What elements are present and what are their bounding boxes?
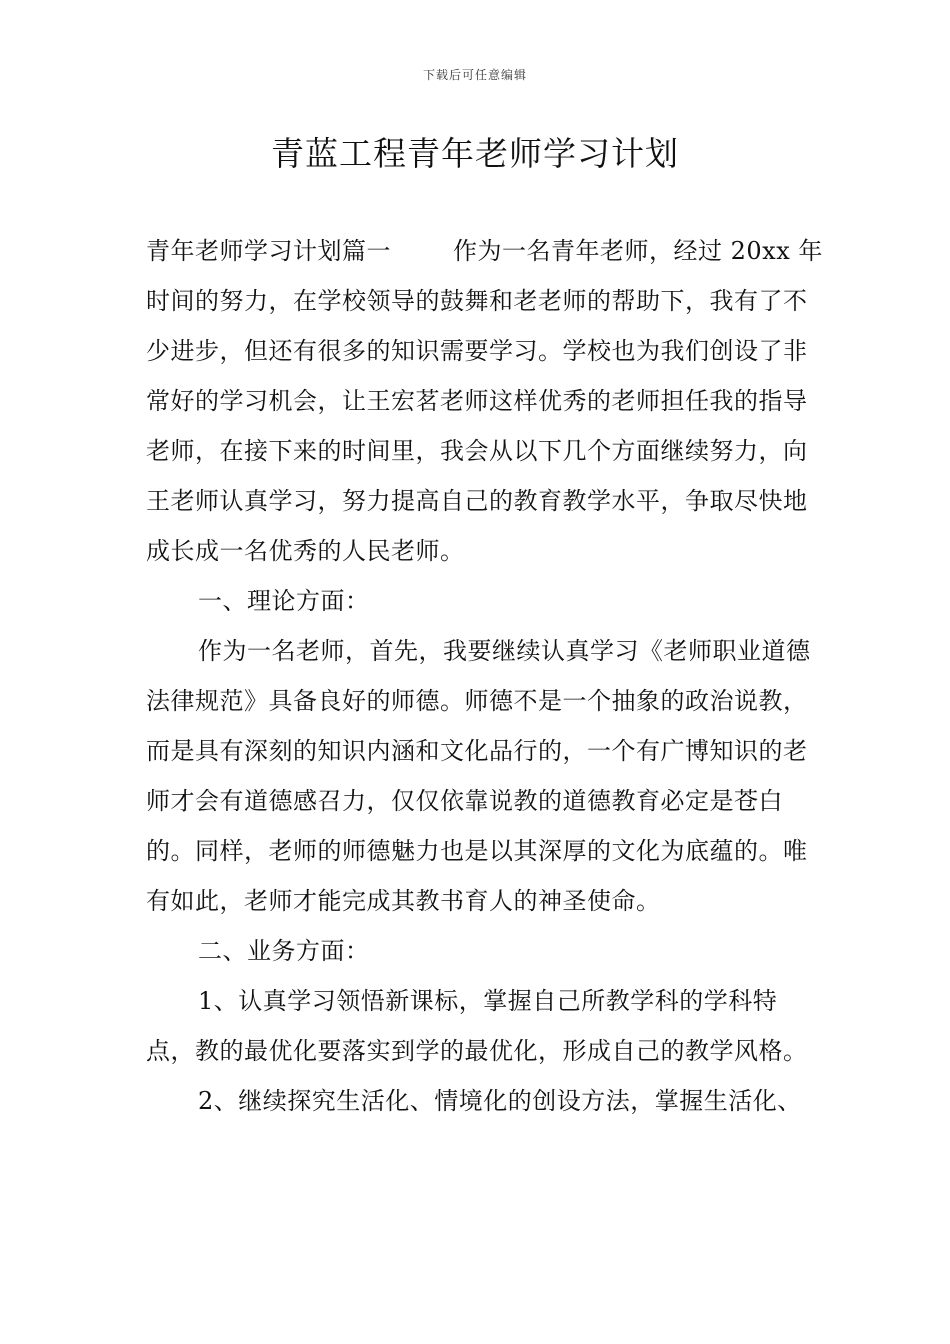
list-item-1: 1、认真学习领悟新课标，掌握自己所教学科的学科特点，教的最优化要落实到学的最优化，形成自己的教学风格。 xyxy=(146,987,808,1065)
document-body xyxy=(146,226,826,1126)
intro-body: 作为一名青年老师，经过 20xx 年时间的努力，在学校领导的鼓舞和老老师的帮助下，我有了不少进步，但还有很多的知识需要学习。学校也为我们创设了非常好的学习机会，让王宏茗老师这样优秀的老师担任我的指导老师，在接下来的时间里，我会从以下几个方面继续努力，向王老师认真学习，努力提高自己的教育教学水平，争取尽快地成长成一名优秀的人民老师。 xyxy=(146,237,823,565)
list-item-2: 2、继续探究生活化、情境化的创设方法，掌握生活化、 xyxy=(198,1087,802,1115)
document-title: 青蓝工程青年老师学习计划 xyxy=(271,134,679,173)
intro-heading: 青年老师学习计划篇一 xyxy=(146,237,391,265)
section2-heading: 二、业务方面： xyxy=(198,937,370,965)
intro-paragraph xyxy=(146,226,826,576)
header-note: 下载后可任意编辑 xyxy=(422,68,527,82)
section1-heading: 一、理论方面： xyxy=(198,587,370,615)
section1-body: 作为一名老师，首先，我要继续认真学习《老师职业道德法律规范》具备良好的师德。师德不是一个抽象的政治说教，而是具有深刻的知识内涵和文化品行的，一个有广博知识的老师才会有道德感召力，仅仅依靠说教的道德教育必定是苍白的。同样，老师的师德魅力也是以其深厚的文化为底蕴的。唯有如此，老师才能完成其教书育人的神圣使命。 xyxy=(146,637,811,915)
